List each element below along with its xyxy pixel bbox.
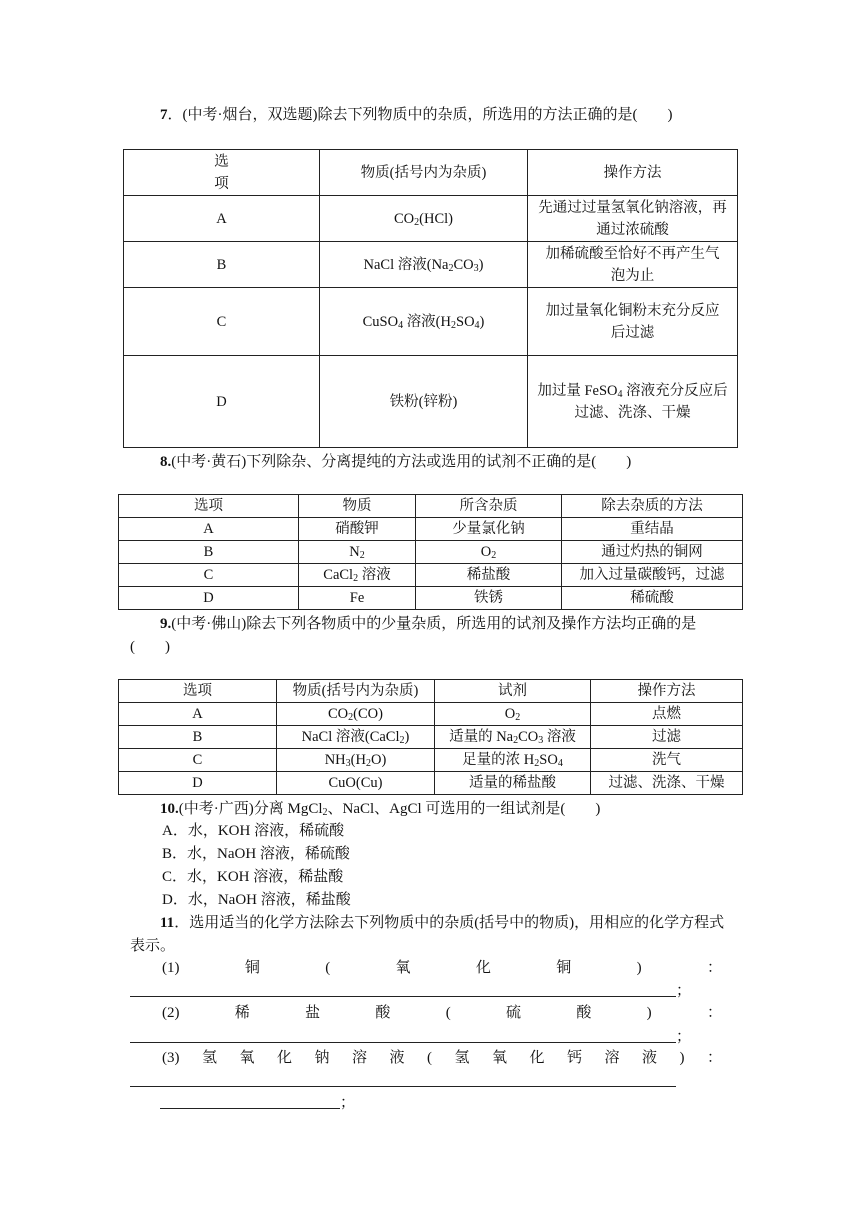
cell: C [119,749,277,772]
cell: C [124,288,320,356]
question-8 [160,451,631,473]
cell: CuO(Cu) [277,772,435,795]
table-row [124,242,738,288]
cell: NaCl 溶液$(Na_2CO_3)$ [320,242,528,288]
table-row [119,772,743,795]
cell: $CO_2(HCl)$ [320,196,528,242]
table-row [119,541,743,564]
question-text: ．(中考·烟台，双选题)除去下列物质中的杂质，所选用的方法正确的是( ) [167,107,673,123]
table-row [119,564,743,587]
cell: 加过量氧化铜粉末充分反应 后过滤 [528,288,738,356]
table-row [124,196,738,242]
cell: 加过量 FeSO$_4$ 溶液充分反应后 过滤、洗涤、干燥 [528,356,738,448]
cell: 足量的浓 $H_2SO_4$ [435,749,591,772]
table-row [119,703,743,726]
cell: A [124,196,320,242]
table-row [119,518,743,541]
table-row [124,288,738,356]
question-7 [160,104,672,126]
q11-item-2: (2) 稀 盐 酸 ( 硫 酸 ) ： [162,1005,722,1021]
option-a: A．水，KOH 溶液，稀硫酸 [162,823,345,839]
question-text: (中考·广西)分离 MgCl$_2$、NaCl、AgCl 可选用的一组试剂是( ) [178,801,601,818]
answer-blank-1[interactable] [130,996,676,997]
cell: 洗气 [591,749,743,772]
option-b: B．水，NaOH 溶液，稀硫酸 [162,846,350,862]
question-text: (中考·黄石)下列除杂、分离提纯的方法或选用的试剂不正确的是( ) [171,454,632,470]
cell: D [119,587,299,610]
cell: 过滤 [591,726,743,749]
header-cell: 选项 [119,680,277,703]
cell: 稀盐酸 [416,564,562,587]
semicolon: ； [340,1095,356,1111]
cell: 少量氯化钠 [416,518,562,541]
cell: 先通过过量氢氧化钠溶液，再 通过浓硫酸 [528,196,738,242]
question-number: 7 [160,107,168,123]
answer-blank-3b[interactable] [160,1108,340,1109]
cell: 适量的稀盐酸 [435,772,591,795]
cell: 铁粉(锌粉) [320,356,528,448]
cell: 点燃 [591,703,743,726]
question-10 [160,798,600,820]
header-cell: 物质(括号内为杂质) [320,150,528,196]
header-cell: 操作方法 [591,680,743,703]
cell: $CO_2(CO)$ [277,703,435,726]
table-header-row [119,495,743,518]
question-9 [160,613,696,635]
option-d: D．水，NaOH 溶液，稀盐酸 [162,892,351,908]
question-number: 9. [160,616,172,632]
header-cell: 物质(括号内为杂质) [277,680,435,703]
cell: $N_2$ [299,541,416,564]
question-11-cont: 表示。 [130,938,176,954]
semicolon: ； [676,1029,692,1045]
answer-blank-2[interactable] [130,1042,676,1043]
header-cell: 物质 [299,495,416,518]
answer-blank-3[interactable] [130,1086,676,1087]
cell: D [124,356,320,448]
table-header-row [119,680,743,703]
q11-item-1: (1) 铜 ( 氧 化 铜 ) ： [162,960,722,976]
cell: 硝酸钾 [299,518,416,541]
cell: 通过灼热的铜网 [562,541,743,564]
header-cell: 除去杂质的方法 [562,495,743,518]
cell: 适量的 $Na_2CO_3$ 溶液 [435,726,591,749]
option-c: C．水，KOH 溶液，稀盐酸 [162,869,344,885]
question-9-cont: ( ) [130,639,170,655]
table-row [124,356,738,448]
question-number: 11 [160,915,175,931]
cell: 铁锈 [416,587,562,610]
cell: NaCl 溶液(CaCl$_2$) [277,726,435,749]
question-number: 10. [160,801,179,817]
table-row [119,726,743,749]
cell: 过滤、洗涤、干燥 [591,772,743,795]
cell: $NH_3(H_2O)$ [277,749,435,772]
question-number: 8. [160,454,172,470]
q11-item-3: (3) 氢 氧 化 钠 溶 液 ( 氢 氧 化 钙 溶 液 ) ： [162,1050,722,1066]
header-cell: 操作方法 [528,150,738,196]
question-11 [160,912,724,934]
table-header-row [124,150,738,196]
cell: C [119,564,299,587]
header-cell: 选 项 [124,150,320,196]
cell: 重结晶 [562,518,743,541]
question-text: (中考·佛山)除去下列各物质中的少量杂质，所选用的试剂及操作方法均正确的是 [171,616,697,632]
cell: $O_2$ [435,703,591,726]
cell: D [119,772,277,795]
cell: 稀硫酸 [562,587,743,610]
question-text: ．选用适当的化学方法除去下列物质中的杂质(括号中的物质)，用相应的化学方程式 [174,915,725,931]
table-q8 [118,494,743,610]
cell: CuSO$_4$ 溶液$(H_2SO_4)$ [320,288,528,356]
cell: CaCl$_2$ 溶液 [299,564,416,587]
cell: A [119,518,299,541]
cell: 加入过量碳酸钙，过滤 [562,564,743,587]
cell: B [119,541,299,564]
header-cell: 试剂 [435,680,591,703]
header-cell: 所含杂质 [416,495,562,518]
table-q7 [123,149,738,448]
cell: B [124,242,320,288]
cell: Fe [299,587,416,610]
header-cell: 选项 [119,495,299,518]
cell: 加稀硫酸至恰好不再产生气 泡为止 [528,242,738,288]
table-row [119,749,743,772]
table-q9 [118,679,743,795]
table-row [119,587,743,610]
cell: $O_2$ [416,541,562,564]
semicolon: ； [676,983,692,999]
cell: B [119,726,277,749]
cell: A [119,703,277,726]
